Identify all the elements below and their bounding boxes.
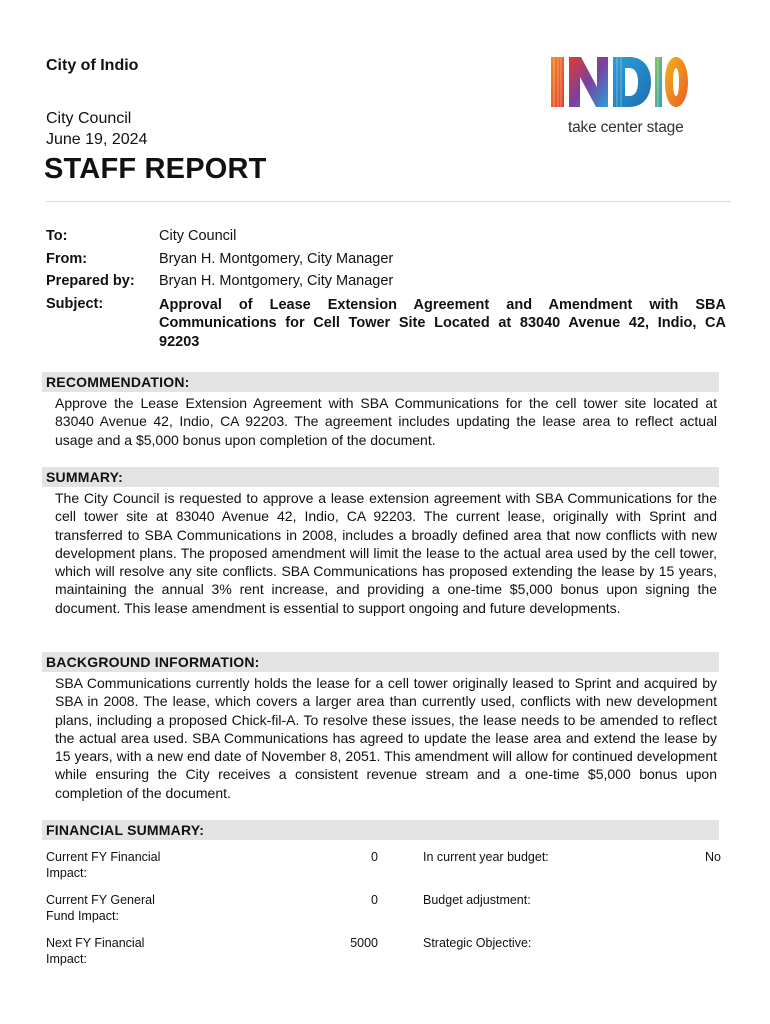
city-name: City of Indio — [46, 57, 139, 74]
financial-value-2 — [623, 936, 721, 967]
memo-header — [46, 225, 726, 351]
recommendation-heading: RECOMMENDATION: — [42, 372, 719, 392]
from-label: From: — [46, 250, 88, 267]
financial-label-2: Budget adjustment: — [423, 893, 531, 907]
memo-to-row — [46, 225, 726, 248]
subject-label: Subject: — [46, 295, 104, 312]
financial-row — [46, 936, 726, 967]
financial-row — [46, 893, 726, 924]
financial-value-2: No — [705, 850, 721, 864]
memo-prepared-row — [46, 270, 726, 293]
financial-value: 0 — [371, 850, 378, 864]
memo-subject-row — [46, 293, 726, 352]
subject-value: Approval of Lease Extension Agreement and Amendment with SBA Communications for Cell Tower Site Located at 83040 Avenue 42, Indio, CA 92203 — [159, 296, 726, 350]
recommendation-section — [42, 372, 719, 449]
financial-row — [46, 850, 726, 881]
prepared-value: Bryan H. Montgomery, City Manager — [159, 273, 394, 289]
summary-section — [42, 467, 719, 617]
meeting-date: June 19, 2024 — [46, 131, 148, 148]
financial-heading: FINANCIAL SUMMARY: — [42, 820, 719, 840]
memo-from-row — [46, 248, 726, 271]
financial-section — [42, 820, 719, 840]
from-value: Bryan H. Montgomery, City Manager — [159, 250, 394, 267]
to-value: City Council — [159, 228, 237, 244]
financial-value: 0 — [371, 893, 378, 907]
page-title: STAFF REPORT — [44, 153, 267, 185]
summary-heading: SUMMARY: — [42, 467, 719, 487]
background-text: SBA Communications currently holds the lease for a cell tower originally leased to Sprint and acquired by SBA in 2008. The lease, which covers a larger area than currently used, conflicts with new development plans, including a proposed Chick-fil-A. To resolve these issues, the lease needs to be amended to reflect the actual area used. SBA Communications has agreed to update the lease area and extend the lease by 15 years, with a new end date of November 8, 2051. This amendment will allow for continued development while ensuring the City receives a consistent revenue stream and a one-time $5,000 bonus upon completion of the document. — [55, 675, 717, 801]
meeting-info — [46, 108, 147, 150]
background-section — [42, 652, 719, 802]
background-heading: BACKGROUND INFORMATION: — [42, 652, 719, 672]
logo-tagline: take center stage — [568, 119, 684, 136]
meeting-body: City Council — [46, 110, 132, 127]
to-label: To: — [46, 228, 68, 244]
prepared-label: Prepared by: — [46, 273, 135, 289]
financial-label-2: In current year budget: — [423, 850, 549, 864]
header-divider — [46, 201, 731, 202]
financial-label-2: Strategic Objective: — [423, 936, 532, 950]
financial-label: Current FY General Fund Impact: — [46, 893, 155, 923]
financial-value: 5000 — [350, 936, 378, 950]
logo-letters — [551, 57, 688, 107]
financial-table — [46, 850, 726, 979]
financial-label: Next FY Financial Impact: — [46, 936, 145, 966]
summary-text: The City Council is requested to approve a lease extension agreement with SBA Communications for the cell tower site at 83040 Avenue 42, Indio, CA 92203. The current lease, originally with Sprint and transferred to SBA Communications in 2008, includes a broadly defined area that now conflicts with new development plans. The proposed amendment will limit the lease to the actual area used by the cell tower, which will resolve any site conflicts. SBA Communications has proposed extending the lease by 15 years, maintaining the annual 3% rent increase, and providing a one-time $5,000 bonus upon signing the document. This lease amendment is essential to support ongoing and future developments. — [55, 490, 717, 616]
recommendation-text: Approve the Lease Extension Agreement with SBA Communications for the cell tower site located at 83040 Avenue 42, Indio, CA 92203. The agreement includes updating the lease area to reflect actual usage and a $5,000 bonus upon completion of the document. — [55, 395, 717, 448]
financial-value-2 — [623, 893, 721, 924]
financial-label: Current FY Financial Impact: — [46, 850, 161, 880]
